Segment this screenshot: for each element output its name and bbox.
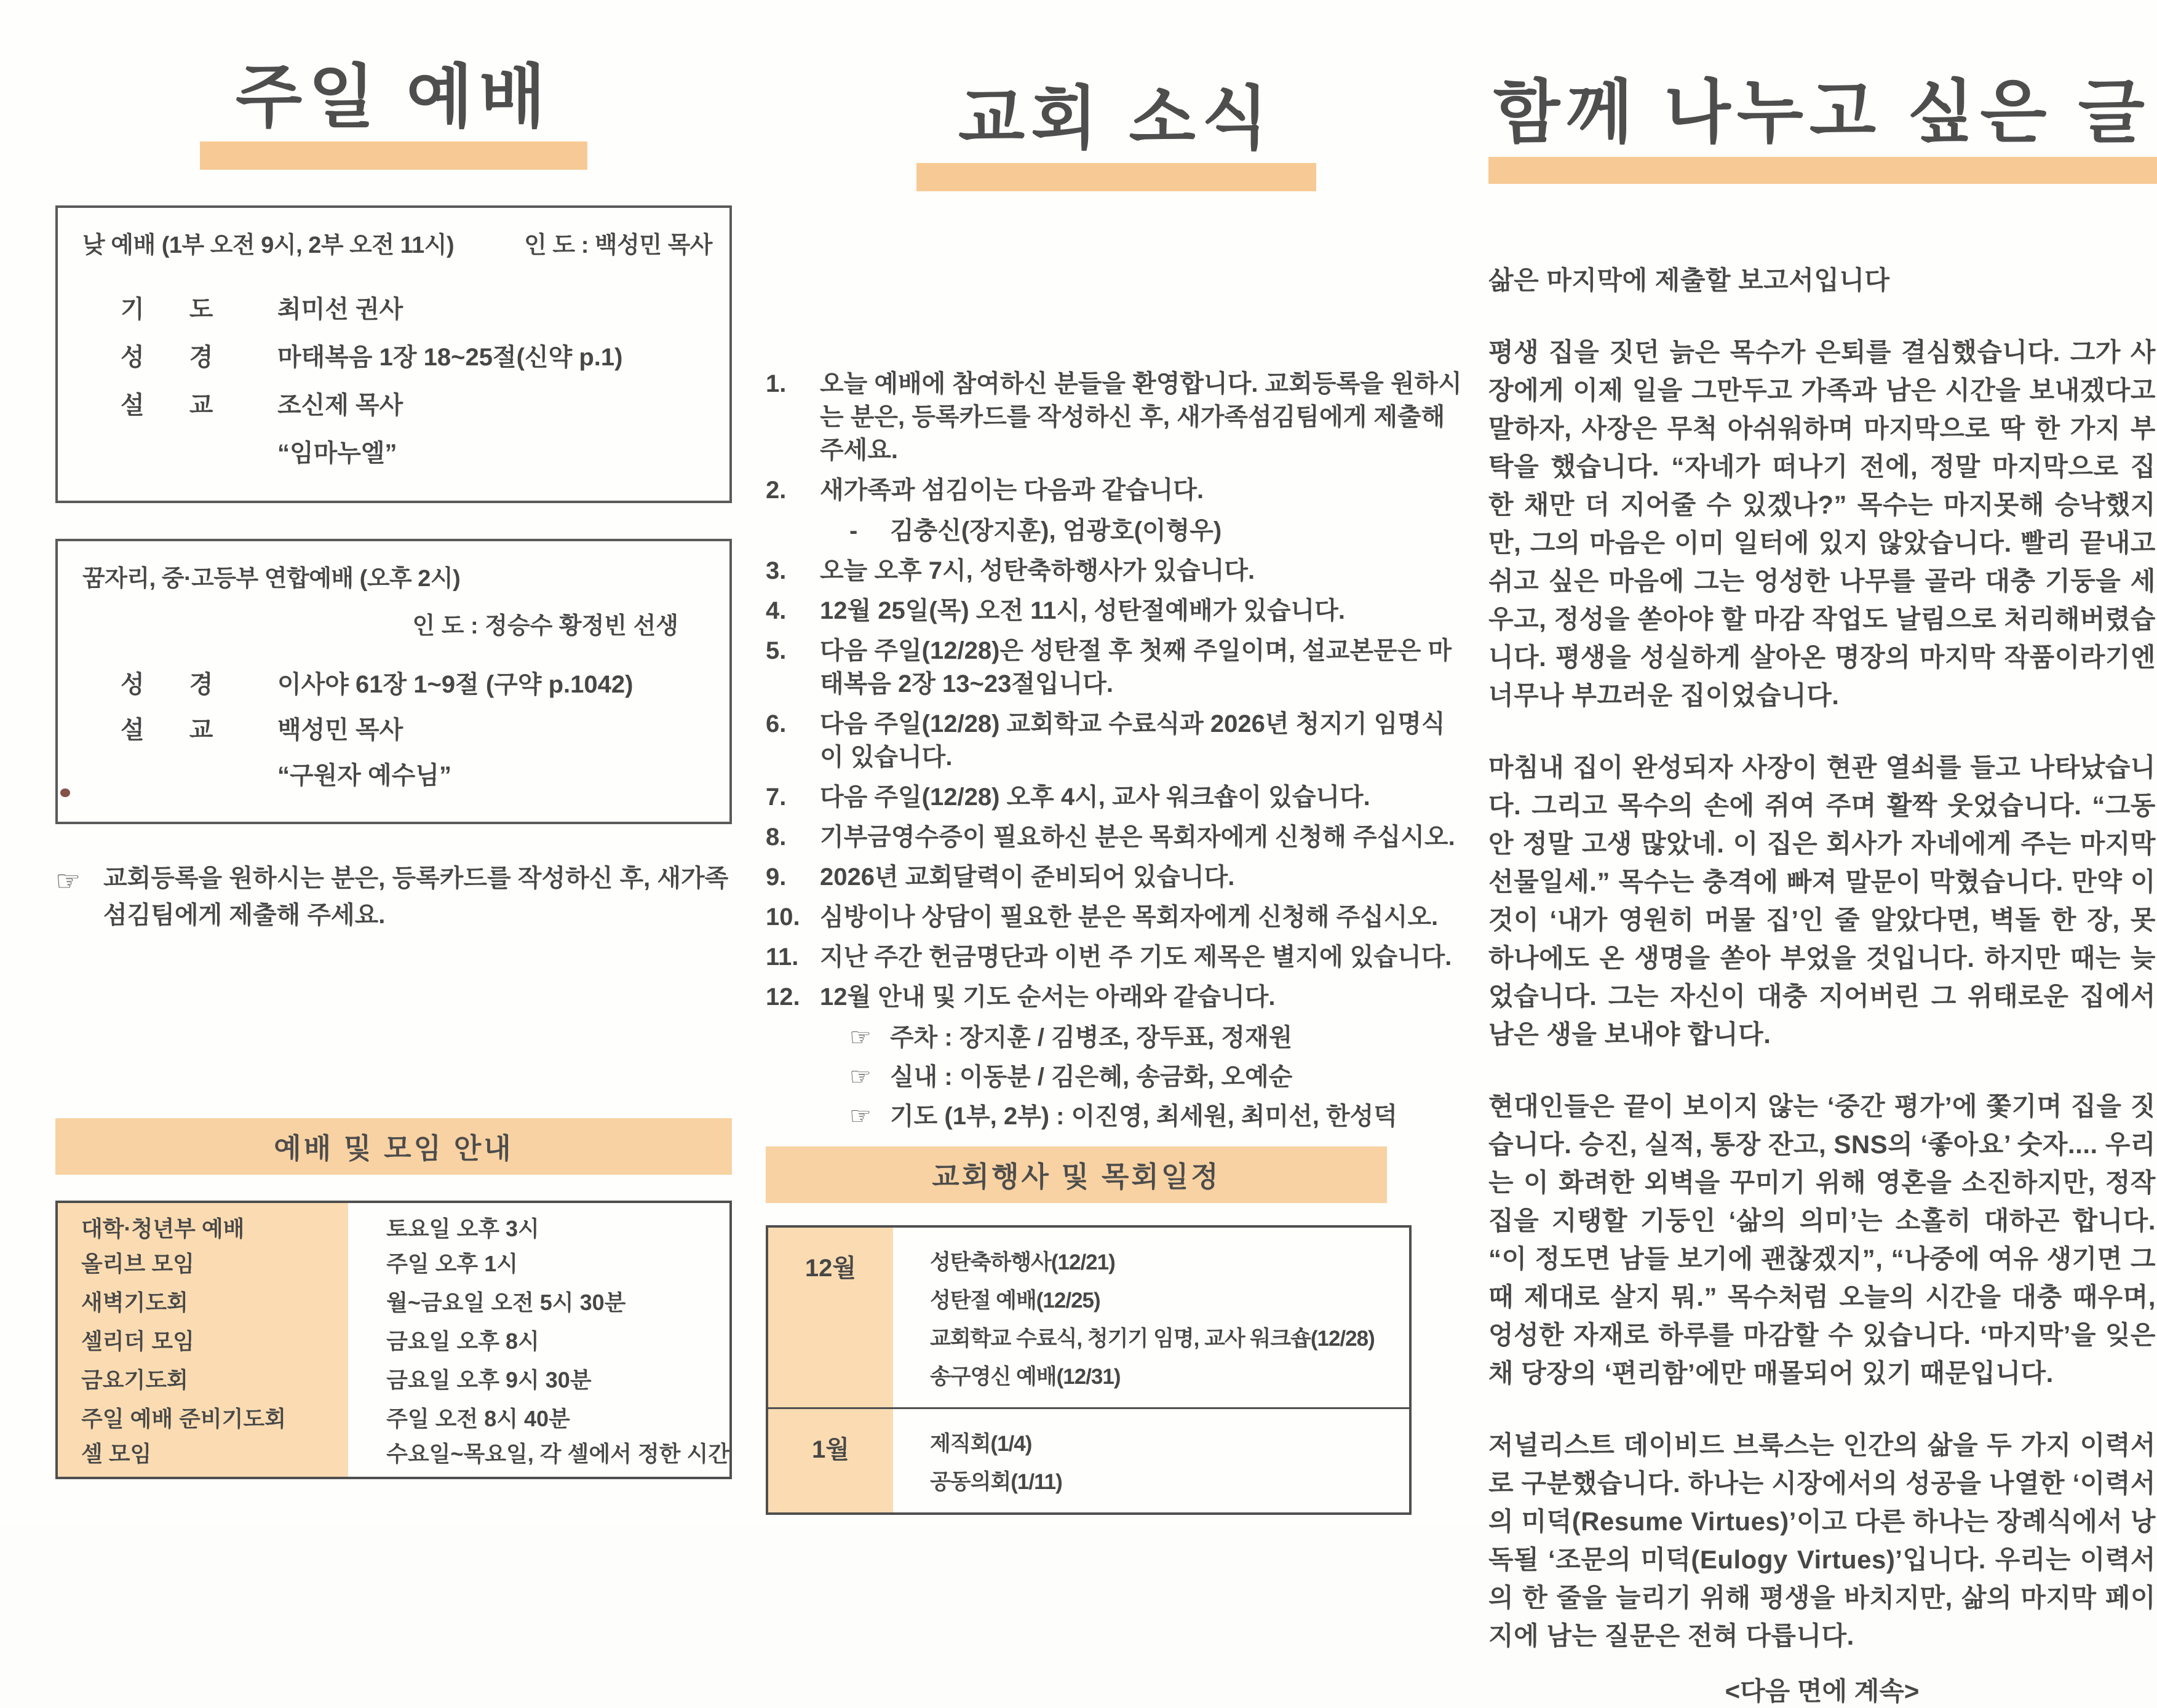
service-row-label: 설 교 [121, 717, 213, 744]
news-item-number: 4. [766, 597, 787, 625]
sunday-worship-title: 주일 예배 [236, 58, 552, 135]
schedule-month: 1월 [767, 1408, 893, 1514]
news-item-body [820, 634, 1467, 701]
news-item-text: 12월 안내 및 기도 순서는 아래와 같습니다. [820, 983, 1276, 1011]
pointing-hand-icon: ☞ [849, 1024, 872, 1052]
column-church-news [766, 0, 1467, 1515]
meeting-name: 올리브 모임 [57, 1243, 348, 1282]
news-item-body [820, 940, 1467, 974]
schedule-event: 송구영신 예배(12/31) [930, 1365, 1121, 1389]
news-item [766, 820, 1467, 854]
title-highlight-bar [1488, 157, 2157, 184]
news-item [766, 594, 1467, 627]
news-subitem-text: 김충신(장지훈), 엄광호(이형우) [890, 517, 1222, 545]
meeting-name: 셀리더 모임 [57, 1321, 348, 1359]
news-item-text: 심방이나 상담이 필요한 분은 목회자에게 신청해 주십시오. [820, 904, 1439, 931]
church-news-title: 교회 소식 [958, 80, 1274, 157]
pointing-hand-icon: ☞ [849, 1063, 872, 1091]
news-item-body [820, 820, 1467, 854]
meetings-row [57, 1437, 731, 1478]
column-shared-article [1488, 0, 2156, 1708]
news-item-number: 9. [766, 864, 787, 891]
dash-bullet: - [849, 517, 858, 545]
news-item-body [820, 474, 1467, 547]
meeting-time: 월~금요일 오전 5시 30분 [386, 1290, 626, 1316]
schedule-header-band [766, 1146, 1387, 1203]
news-item-text: 지난 주간 헌금명단과 이번 주 기도 제목은 별지에 있습니다. [820, 943, 1452, 971]
article-paragraph: 저널리스트 데이비드 브룩스는 인간의 삶을 두 가지 이력서로 구분했습니다. 하나는 시장에서의 성공을 나열한 ‘이력서의 미덕(Resume Virtues)’이고 다른 하나는 장례식에서 낭독될 ‘조문의 미덕(Eulogy Virtues)’입니다. 우리는 이력서의 한 줄을 늘리기 위해 평생을 바치지만, 삶의 마지막 페이지에 남는 질문은 전혀 다릅니다. [1488, 1431, 2156, 1651]
scan-artifact-dot [60, 788, 70, 797]
meeting-time: 주일 오전 8시 40분 [386, 1406, 570, 1432]
meetings-row [57, 1359, 731, 1398]
news-item-body [820, 707, 1467, 774]
news-subitem-text: 기도 (1부, 2부) : 이진영, 최세원, 최미선, 한성덕 [890, 1103, 1397, 1130]
service-leader: 인 도 : 백성민 목사 [524, 232, 712, 259]
news-item [766, 940, 1467, 974]
news-item-text: 오늘 예배에 참여하신 분들을 환영합니다. 교회등록을 원하시는 분은, 등록카드를 작성하신 후, 새가족섬김팀에게 제출해 주세요. [820, 370, 1462, 464]
meetings-row [57, 1321, 731, 1359]
news-item-number: 10. [766, 904, 800, 931]
news-item-number: 11. [766, 943, 799, 971]
article-paragraph: 삶은 마지막에 제출할 보고서입니다 [1488, 266, 1890, 295]
schedule-event: 성탄절 예배(12/25) [930, 1289, 1100, 1313]
news-subitem [849, 1021, 1467, 1054]
service-row-label: 설 교 [121, 392, 213, 419]
service-row-label: 기 도 [121, 296, 213, 324]
article-paragraph: 평생 집을 짓던 늙은 목수가 은퇴를 결심했습니다. 그가 사장에게 이제 일을 그만두고 가족과 남은 시간을 보내겠다고 말하자, 사장은 무척 아쉬워하며 마지막으로 딱 한 가지 부탁을 했습니다. “자네가 떠나기 전에, 정말 마지막으로 집 한 채만 더 지어줄 수 있겠나?” 목수는 마지못해 승낙했지만, 그의 마음은 이미 일터에 있지 않았습니다. 빨리 끝내고 쉬고 싶은 마음에 그는 엉성한 나무를 골라 대충 기둥을 세우고, 정성을 쏟아야 할 마감 작업도 날림으로 처리해버렸습니다. 평생을 성실하게 살아온 명장의 마지막 작품이라기엔 너무나 부끄러운 집이었습니다. [1488, 338, 2156, 710]
news-item [766, 860, 1467, 894]
news-item-body [820, 781, 1467, 814]
news-item-text: 오늘 오후 7시, 성탄축하행사가 있습니다. [820, 557, 1255, 585]
title-highlight-bar [916, 163, 1316, 191]
meeting-name: 셀 모임 [57, 1437, 348, 1478]
news-subitems [820, 514, 1467, 547]
service-row-label [121, 429, 277, 477]
schedule-row [767, 1226, 1410, 1408]
meetings-row [57, 1243, 731, 1282]
schedule-month: 12월 [767, 1226, 893, 1408]
service-row [121, 753, 712, 798]
news-item [766, 634, 1467, 701]
meetings-table [55, 1201, 732, 1479]
schedule-row [767, 1408, 1410, 1514]
worship-service-box [55, 539, 732, 824]
meeting-time: 토요일 오후 3시 [386, 1216, 539, 1242]
news-item-number: 5. [766, 637, 787, 665]
news-item-body [820, 554, 1467, 587]
service-rows [82, 285, 712, 477]
news-item-text: 새가족과 섬김이는 다음과 같습니다. [820, 477, 1204, 504]
service-rows [82, 662, 712, 798]
news-item-number: 7. [766, 784, 787, 811]
sunday-worship-title-block [55, 58, 732, 170]
article-body [1488, 261, 2156, 1655]
schedule-header-label: 교회행사 및 목회일정 [932, 1161, 1221, 1193]
service-row-value: 이사야 61장 1~9절 (구약 p.1042) [277, 671, 634, 699]
news-item-body [820, 900, 1467, 934]
service-row [121, 707, 712, 753]
schedule-events [893, 1408, 1410, 1514]
news-item [766, 554, 1467, 587]
service-name: 낮 예배 (1부 오전 9시, 2부 오전 11시) [82, 232, 455, 259]
pointing-hand-icon: ☞ [849, 1103, 872, 1130]
article-paragraph: 현대인들은 끝이 보이지 않는 ‘중간 평가’에 쫓기며 집을 짓습니다. 승진, 실적, 통장 잔고, SNS의 ‘좋아요’ 숫자.... 우리는 이 화려한 외벽을 꾸미기 위해 영혼을 소진하지만, 정작 집을 지탱할 기둥인 ‘삶의 의미’는 소홀히 대하곤 합니다. “이 정도면 남들 보기에 괜찮겠지”, “나중에 여유 생기면 그때 제대로 살지 뭐.” 목수처럼 오늘의 시간을 대충 때우며, 엉성한 자재로 하루를 마감할 수 있습니다. ‘마지막’을 잊은 채 당장의 ‘편리함’에만 매몰되어 있기 때문입니다. [1488, 1092, 2156, 1388]
meetings-header-label: 예배 및 모임 안내 [274, 1132, 514, 1165]
meeting-time: 금요일 오후 8시 [386, 1329, 539, 1354]
news-item-body [820, 860, 1467, 894]
service-row-value: 최미선 권사 [277, 296, 403, 324]
news-subitem [849, 1100, 1467, 1133]
news-list [766, 367, 1467, 1133]
news-item-text: 다음 주일(12/28) 오후 4시, 교사 워크숍이 있습니다. [820, 784, 1370, 811]
meeting-time: 금요일 오후 9시 30분 [386, 1367, 592, 1393]
service-row-value: 마태복음 1장 18~25절(신약 p.1) [277, 344, 623, 371]
news-item-number: 12. [766, 983, 800, 1011]
service-row-label: 성 경 [121, 671, 213, 699]
news-item [766, 781, 1467, 814]
service-row [121, 381, 712, 429]
worship-services [55, 205, 732, 824]
schedule-table [766, 1225, 1412, 1515]
service-row-value: 백성민 목사 [277, 717, 403, 744]
news-item-number: 3. [766, 557, 787, 585]
schedule-event: 공동의회(1/11) [930, 1470, 1062, 1495]
news-item-number: 2. [766, 477, 787, 504]
schedule-events [893, 1226, 1410, 1408]
schedule-event: 성탄축하행사(12/21) [930, 1250, 1115, 1275]
service-name: 꿈자리, 중·고등부 연합예배 (오후 2시) [82, 566, 461, 592]
news-item-number: 8. [766, 824, 787, 851]
registration-note [55, 860, 732, 934]
meetings-row [57, 1282, 731, 1321]
news-item-body [820, 367, 1467, 467]
registration-note-text: 교회등록을 원하시는 분은, 등록카드를 작성하신 후, 새가족 섬김팀에게 제출해 주세요. [103, 865, 729, 929]
news-subitem-text: 실내 : 이동분 / 김은혜, 송금화, 오예순 [890, 1063, 1293, 1091]
meetings-row [57, 1202, 731, 1243]
service-row-value: 조신제 목사 [277, 392, 403, 419]
meeting-time: 주일 오후 1시 [386, 1251, 518, 1277]
news-item-text: 12월 25일(목) 오전 11시, 성탄절예배가 있습니다. [820, 597, 1345, 625]
news-item [766, 980, 1467, 1133]
meetings-row [57, 1398, 731, 1437]
news-item [766, 900, 1467, 934]
service-row [121, 429, 712, 477]
news-item-number: 1. [766, 370, 787, 398]
news-item [766, 474, 1467, 547]
meeting-name: 새벽기도회 [57, 1282, 348, 1321]
news-item-text: 2026년 교회달력이 준비되어 있습니다. [820, 864, 1235, 891]
pointing-hand-icon: ☞ [55, 865, 81, 897]
continued-footer: <다음 면에 계속> [1725, 1677, 1920, 1706]
service-leader: 인 도 : 정승수 황정빈 선생 [412, 613, 678, 640]
service-row-value: “임마누엘” [277, 440, 397, 467]
service-row-label: 성 경 [121, 344, 213, 371]
service-row-label [121, 753, 277, 798]
news-subitem-text: 주차 : 장지훈 / 김병조, 장두표, 정재원 [890, 1024, 1293, 1052]
article-paragraph: 마침내 집이 완성되자 사장이 현관 열쇠를 들고 나타났습니다. 그리고 목수의 손에 쥐여 주며 활짝 웃었습니다. “그동안 정말 고생 많았네. 이 집은 회사가 자네에게 주는 마지막 선물일세.” 목수는 충격에 빠져 말문이 막혔습니다. 만약 이것이 ‘내가 영원히 머물 집’인 줄 알았다면, 벽돌 한 장, 못 하나에도 온 생명을 쏟아 부었을 것입니다. 하지만 때는 늦었습니다. 그는 자신이 대충 지어버린 그 위태로운 집에서 남은 생을 보내야 합니다. [1488, 753, 2156, 1049]
schedule-event: 제직회(1/4) [930, 1432, 1032, 1456]
news-item [766, 707, 1467, 774]
column-sunday-worship [55, 0, 732, 1479]
article-title: 함께 나누고 싶은 글 [1493, 74, 2151, 151]
news-item-number: 6. [766, 710, 787, 738]
article-title-block [1488, 74, 2156, 184]
news-subitem [849, 514, 1467, 547]
news-item-text: 다음 주일(12/28)은 성탄절 후 첫째 주일이며, 설교본문은 마태복음 2장 13~23절입니다. [820, 637, 1452, 698]
service-row [121, 662, 712, 707]
news-subitems [820, 1021, 1467, 1133]
meetings-header-band [55, 1118, 732, 1175]
news-item-body [820, 980, 1467, 1133]
news-subitem [849, 1060, 1467, 1094]
news-item-body [820, 594, 1467, 627]
title-highlight-bar [200, 141, 587, 170]
worship-service-box [55, 205, 732, 503]
meeting-name: 금요기도회 [57, 1359, 348, 1398]
meeting-time: 수요일~목요일, 각 셀에서 정한 시간 [386, 1441, 729, 1467]
church-news-title-block [766, 80, 1467, 191]
meeting-name: 대학·청년부 예배 [57, 1202, 348, 1243]
service-row [121, 285, 712, 333]
news-item-text: 기부금영수증이 필요하신 분은 목회자에게 신청해 주십시오. [820, 824, 1455, 851]
schedule-event: 교회학교 수료식, 청기기 임명, 교사 워크숍(12/28) [930, 1327, 1375, 1351]
news-item-text: 다음 주일(12/28) 교회학교 수료식과 2026년 청지기 임명식이 있습니다. [820, 710, 1445, 771]
service-row [121, 333, 712, 381]
meeting-name: 주일 예배 준비기도회 [57, 1398, 348, 1437]
service-heading [82, 226, 712, 264]
news-item [766, 367, 1467, 467]
service-row-value: “구원자 예수님” [277, 762, 451, 790]
